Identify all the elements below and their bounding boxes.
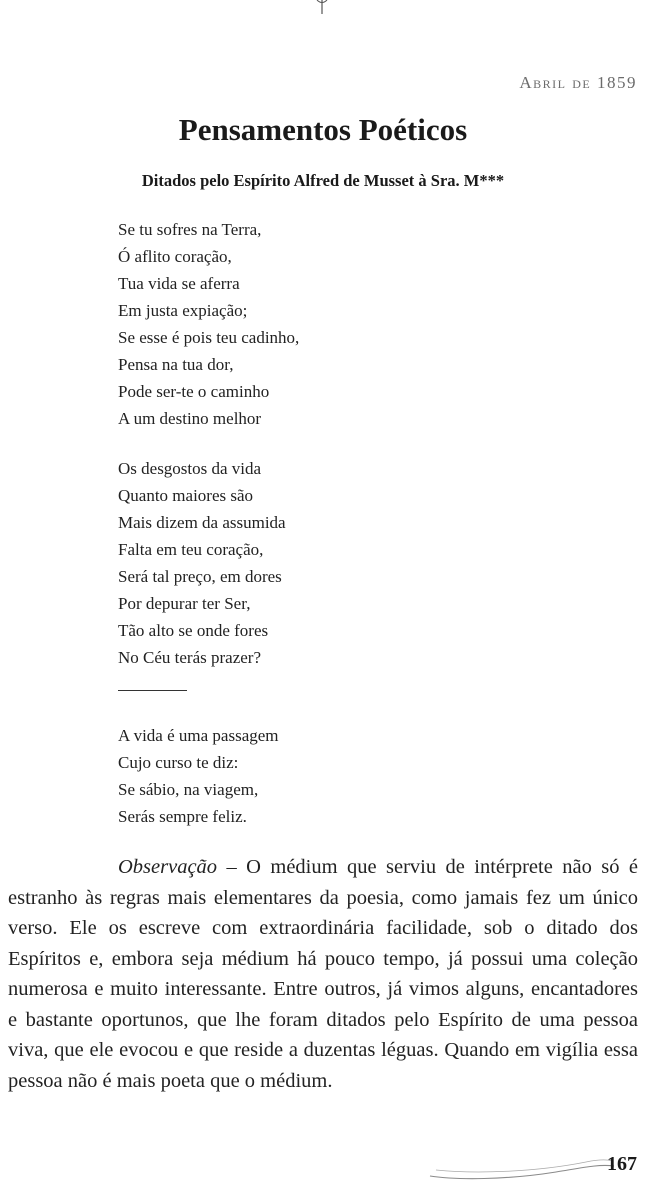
observation-label: Observação: [118, 856, 218, 878]
verse-line: Tua vida se aferra: [118, 274, 240, 293]
verse-line: Cujo curso te diz:: [118, 753, 239, 772]
poem-separator-line: [118, 690, 187, 691]
article-subtitle: Ditados pelo Espírito Alfred de Musset à Sra. M***: [141, 171, 505, 190]
poem-stanza-1: [118, 216, 299, 432]
verse-line: Quanto maiores são: [118, 486, 254, 505]
verse-line: A um destino melhor: [118, 409, 262, 428]
verse-line: Falta em teu coração,: [118, 540, 264, 559]
poem-stanza-2: [118, 455, 286, 671]
verse-line: Em justa expiação;: [118, 301, 248, 320]
article-title: Pensamentos Poéticos: [178, 112, 468, 147]
verse-line: Se tu sofres na Terra,: [118, 220, 262, 239]
page-number: 167: [607, 1153, 637, 1175]
verse-line: Será tal preço, em dores: [118, 567, 282, 586]
verse-line: Mais dizem da assumida: [118, 513, 286, 532]
verse-line: Serás sempre feliz.: [118, 807, 247, 826]
verse-line: Os desgostos da vida: [118, 459, 262, 478]
observation-text: – O médium que serviu de intérprete não só é estranho às regras mais elementares da poesia, como jamais fez um único verso. Ele os escreve com extraordinária facilidade, sob o ditado dos Espíritos e, embora seja médium há pouco tempo, já possui uma coleção numerosa e muito interessante. Entre outros, já vimos alguns, encantadores e bastante oportunos, que lhe foram ditados pelo Espírito de uma pessoa viva, que ele evocou e que reside a duzentas léguas. Quando em vigília essa pessoa não é mais poeta que o médium.: [8, 856, 638, 1092]
observation-paragraph: [8, 852, 638, 1096]
page-flourish-icon: [426, 1150, 616, 1184]
verse-line: No Céu terás prazer?: [118, 648, 262, 667]
verse-line: Pode ser-te o caminho: [118, 382, 270, 401]
verse-line: Pensa na tua dor,: [118, 355, 234, 374]
verse-line: Tão alto se onde fores: [118, 621, 269, 640]
verse-line: Por depurar ter Ser,: [118, 594, 251, 613]
verse-line: Se esse é pois teu cadinho,: [118, 328, 300, 347]
verse-line: Se sábio, na viagem,: [118, 780, 259, 799]
verse-line: Ó aflito coração,: [118, 247, 232, 266]
verse-line: A vida é uma passagem: [118, 726, 279, 745]
poem-stanza-3: [118, 722, 279, 830]
running-header: Abril de 1859: [519, 73, 637, 92]
top-ornament-icon: [310, 0, 334, 16]
